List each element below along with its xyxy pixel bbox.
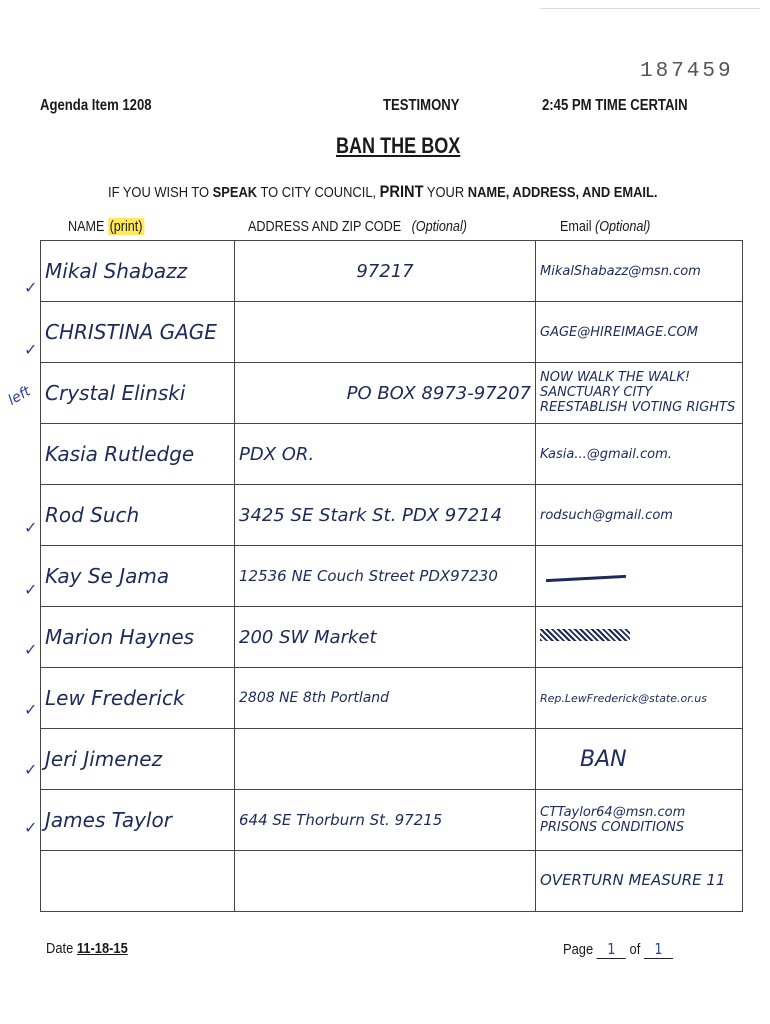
- signer-email: rodsuch@gmail.com: [540, 508, 673, 523]
- address-cell: [235, 668, 536, 729]
- check-mark-icon: ✓: [24, 760, 38, 779]
- instructions-fields: NAME, ADDRESS, AND EMAIL.: [467, 184, 658, 201]
- table-row: [41, 241, 743, 302]
- table-row: [41, 302, 743, 363]
- signer-address: 2808 NE 8th Portland: [239, 690, 390, 706]
- signer-name: Mikal Shabazz: [45, 259, 188, 283]
- column-header-name: [68, 218, 144, 235]
- signer-address: PDX OR.: [239, 443, 315, 465]
- left-margin-note: left: [5, 383, 34, 409]
- signer-name: Rod Such: [45, 503, 140, 527]
- signer-name: Jeri Jimenez: [45, 747, 163, 771]
- signer-email: GAGE@HIREIMAGE.COM: [540, 325, 698, 340]
- table-row: [41, 546, 743, 607]
- address-cell: [235, 485, 536, 546]
- name-cell: [41, 851, 235, 912]
- email-cell: [536, 424, 743, 485]
- address-cell: [235, 729, 536, 790]
- signer-email: MikalShabazz@msn.com: [540, 264, 701, 279]
- address-cell: [235, 302, 536, 363]
- name-cell: [41, 729, 235, 790]
- email-cell: [536, 668, 743, 729]
- name-cell: [41, 790, 235, 851]
- signer-address: 12536 NE Couch Street PDX97230: [239, 566, 498, 585]
- instructions-print: PRINT: [379, 182, 424, 201]
- agenda-item-label: Agenda Item 1208: [40, 97, 152, 114]
- signer-email: NOW WALK THE WALK! SANCTUARY CITY REESTABLISH VOTING RIGHTS: [540, 370, 736, 415]
- table-row: [41, 729, 743, 790]
- page-label: Page: [563, 941, 594, 958]
- email-cell: [536, 729, 743, 790]
- email-cell: [536, 241, 743, 302]
- signer-email: Kasia...@gmail.com.: [540, 447, 672, 462]
- page-title: BAN THE BOX: [336, 133, 461, 158]
- date-label: Date: [46, 940, 77, 957]
- table-row: [41, 424, 743, 485]
- address-cell: [235, 424, 536, 485]
- name-cell: [41, 607, 235, 668]
- signer-name: Lew Frederick: [45, 686, 185, 710]
- column-address-label: ADDRESS AND ZIP CODE: [248, 218, 402, 235]
- column-header-email: [560, 218, 650, 235]
- signer-email: Rep.LewFrederick@state.or.us: [540, 692, 707, 705]
- signer-address: 644 SE Thorburn St. 97215: [239, 810, 443, 829]
- name-cell: [41, 546, 235, 607]
- signer-note: OVERTURN MEASURE 11: [540, 871, 726, 889]
- table-row: [41, 668, 743, 729]
- table-row: [41, 790, 743, 851]
- email-cell: [536, 790, 743, 851]
- column-name-label: NAME: [68, 218, 105, 235]
- email-cell: [536, 851, 743, 912]
- signer-address: 97217: [356, 260, 414, 282]
- email-cell: [536, 546, 743, 607]
- column-email-note: (Optional): [595, 218, 651, 235]
- signer-name: James Taylor: [45, 808, 172, 832]
- signer-address: 3425 SE Stark St. PDX 97214: [239, 504, 503, 526]
- table-row: [41, 363, 743, 424]
- signer-address: 200 SW Market: [239, 626, 377, 648]
- instructions-speak: SPEAK: [212, 184, 258, 201]
- check-mark-icon: ✓: [24, 580, 38, 599]
- footer-date: [46, 940, 128, 957]
- footer-page: [563, 940, 673, 959]
- signin-table: [40, 240, 743, 912]
- check-mark-icon: ✓: [24, 818, 38, 837]
- signer-address: PO BOX 8973-97207: [346, 382, 531, 404]
- email-cell: [536, 302, 743, 363]
- address-cell: [235, 546, 536, 607]
- column-header-address: [248, 218, 467, 235]
- instructions: [108, 182, 657, 202]
- testimony-label: TESTIMONY: [383, 97, 460, 114]
- name-cell: [41, 241, 235, 302]
- check-mark-icon: ✓: [24, 640, 38, 659]
- email-cell: [536, 485, 743, 546]
- table-row: [41, 485, 743, 546]
- name-cell: [41, 363, 235, 424]
- dash-scribble: [546, 575, 626, 582]
- address-cell: [235, 363, 536, 424]
- instructions-part3: YOUR: [423, 184, 468, 201]
- instructions-part2: TO CITY COUNCIL,: [257, 184, 380, 201]
- of-value: 1: [644, 940, 673, 959]
- check-mark-icon: ✓: [24, 278, 38, 297]
- email-cell: [536, 363, 743, 424]
- instructions-part1: IF YOU WISH TO: [108, 184, 213, 201]
- address-cell: [235, 790, 536, 851]
- crossed-out-text: [540, 629, 630, 641]
- document-id-stamp: 187459: [640, 60, 734, 83]
- column-email-label: Email: [560, 218, 592, 235]
- time-certain-label: 2:45 PM TIME CERTAIN: [542, 97, 688, 114]
- address-cell: [235, 607, 536, 668]
- check-mark-icon: ✓: [24, 340, 38, 359]
- signer-name: Crystal Elinski: [45, 381, 186, 405]
- signer-name: CHRISTINA GAGE: [45, 320, 217, 344]
- page-value: 1: [597, 940, 626, 959]
- of-label: of: [629, 941, 641, 958]
- name-cell: [41, 424, 235, 485]
- signer-name: Marion Haynes: [45, 625, 195, 649]
- signer-email: CTTaylor64@msn.com PRISONS CONDITIONS: [540, 804, 686, 835]
- address-cell: [235, 241, 536, 302]
- check-mark-icon: ✓: [24, 518, 38, 537]
- address-cell: [235, 851, 536, 912]
- table-row: [41, 607, 743, 668]
- signer-note: BAN: [580, 746, 627, 772]
- email-cell: [536, 607, 743, 668]
- column-name-note: (print): [109, 218, 143, 235]
- name-cell: [41, 668, 235, 729]
- date-value: 11-18-15: [76, 940, 128, 957]
- table-row: [41, 851, 743, 912]
- signer-name: Kay Se Jama: [45, 564, 170, 588]
- check-mark-icon: ✓: [24, 700, 38, 719]
- name-cell: [41, 485, 235, 546]
- column-address-note: (Optional): [411, 218, 467, 235]
- signer-name: Kasia Rutledge: [45, 442, 195, 466]
- name-cell: [41, 302, 235, 363]
- scan-edge-line: [540, 8, 760, 9]
